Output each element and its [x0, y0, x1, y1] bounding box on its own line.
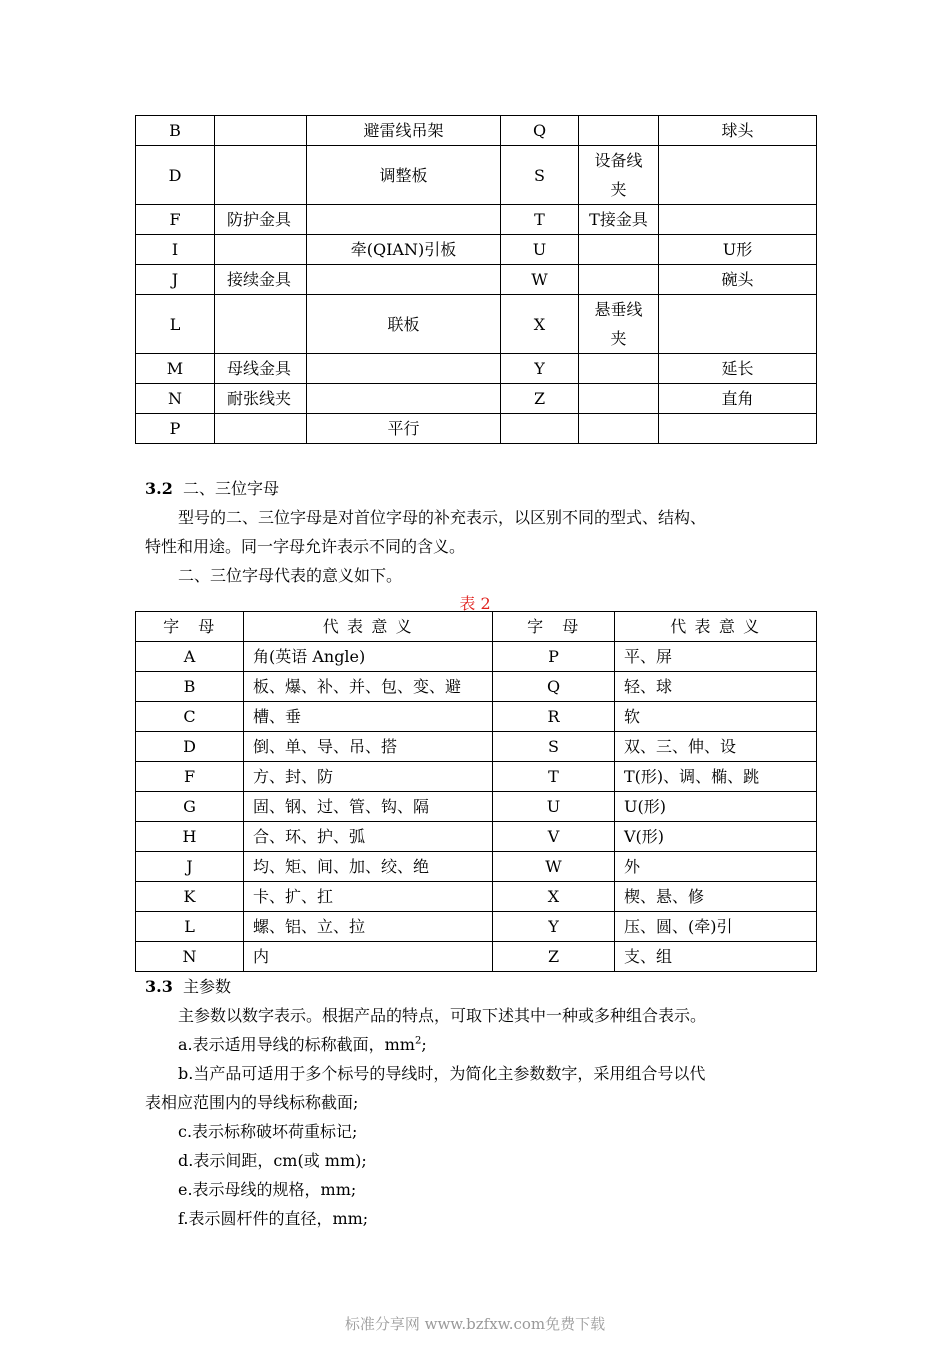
table-row: J 接续金具 W 碗头	[136, 265, 817, 295]
table-row: B 避雷线吊架 Q 球头	[136, 116, 817, 146]
table-row: D 调整板 S 设备线夹	[136, 146, 817, 205]
list-item: f.表示圆杆件的直径，mm;	[178, 1209, 369, 1228]
table-row: A 角(英语 Angle) P 平、屏	[136, 642, 817, 672]
section-3-3-heading: 3.3 主参数	[145, 977, 232, 996]
footer-watermark: 标准分享网 www.bzfxw.com免费下载	[344, 1315, 606, 1333]
paragraph-line: 主参数以数字表示。根据产品的特点，可取下述其中一种或多种组合表示。	[178, 1006, 707, 1025]
table-row: N 内 Z 支、组	[136, 942, 817, 972]
fitting-code-table	[135, 115, 817, 444]
table-caption: 表 2	[459, 594, 491, 613]
list-item: a.表示适用导线的标称截面，$mm^2$;	[178, 1035, 427, 1054]
table-row: K 卡、扩、扛 X 楔、悬、修	[136, 882, 817, 912]
list-item: b.当产品可适用于多个标号的导线时，为简化主参数数字，采用组合号以代	[178, 1064, 706, 1083]
table-row: P 平行	[136, 414, 817, 444]
table-row: N 耐张线夹 Z 直角	[136, 384, 817, 414]
table-row: I 牵(QIAN)引板 U U形	[136, 235, 817, 265]
table-row: L 联板 X 悬垂线夹	[136, 295, 817, 354]
table-row: G 固、钢、过、管、钩、隔 U U(形)	[136, 792, 817, 822]
list-item: 表相应范围内的导线标称截面;	[145, 1093, 359, 1112]
section-3-2-heading: 3.2 二、三位字母	[145, 479, 280, 498]
list-item: e.表示母线的规格，mm;	[178, 1180, 357, 1199]
table-row: H 合、环、护、弧 V V(形)	[136, 822, 817, 852]
table-row: L 螺、铝、立、拉 Y 压、圆、(牵)引	[136, 912, 817, 942]
table-header-row: 字 母 代 表 意 义 字 母 代 表 意 义	[136, 612, 817, 642]
paragraph-line: 二、三位字母代表的意义如下。	[178, 566, 403, 585]
table-row: D 倒、单、导、吊、搭 S 双、三、伸、设	[136, 732, 817, 762]
table-row: C 槽、垂 R 软	[136, 702, 817, 732]
letter-meaning-table	[135, 611, 817, 972]
list-item: d.表示间距，cm(或 mm);	[178, 1151, 367, 1170]
paragraph-line: 特性和用途。同一字母允许表示不同的含义。	[145, 537, 466, 556]
table-row: J 均、矩、间、加、绞、绝 W 外	[136, 852, 817, 882]
table-row: M 母线金具 Y 延长	[136, 354, 817, 384]
list-item: c.表示标称破坏荷重标记;	[178, 1122, 358, 1141]
table-row: B 板、爆、补、并、包、变、避 Q 轻、球	[136, 672, 817, 702]
table-row: F 方、封、防 T T(形)、调、椭、跳	[136, 762, 817, 792]
table-row: F 防护金具 T T接金具	[136, 205, 817, 235]
paragraph-line: 型号的二、三位字母是对首位字母的补充表示，以区别不同的型式、结构、	[178, 508, 707, 527]
